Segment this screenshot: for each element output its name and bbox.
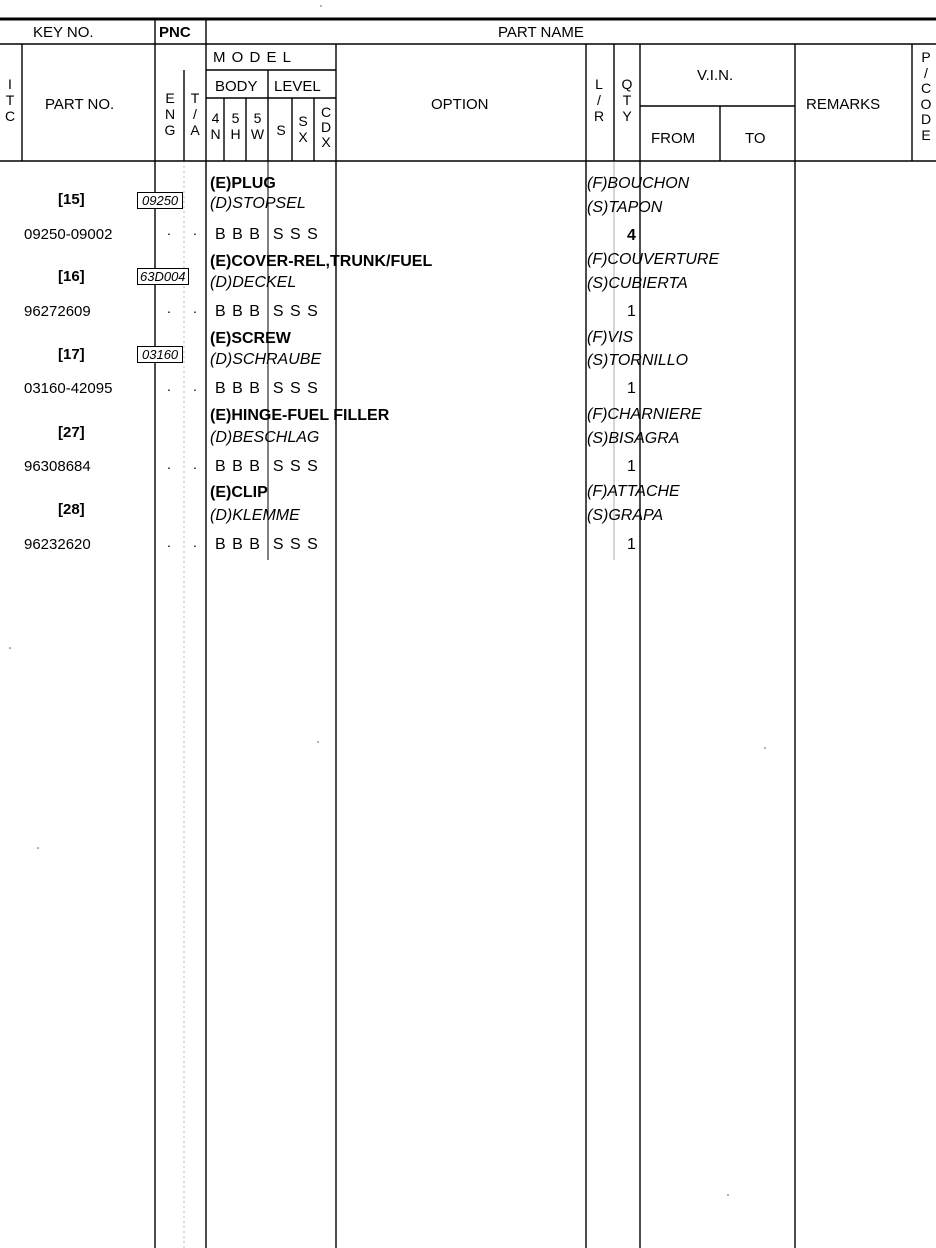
part-name-fr: (F)ATTACHE [587,483,680,500]
part-name-es: (S)GRAPA [587,507,664,524]
pnc-code: 09250 [137,192,183,209]
level-col-sx: S X [298,113,308,145]
part-name-es: (S)BISAGRA [587,430,680,447]
part-number: 03160-42095 [24,380,113,397]
body-header: BODY [215,78,258,95]
model-applicability: B B B S S S [215,536,318,553]
model-header: M O D E L [213,49,293,66]
eng-value: . [167,222,171,238]
part-name-es: (S)CUBIERTA [587,275,688,292]
vin-to-header: TO [745,130,766,147]
model-applicability: B B B S S S [215,303,318,320]
part-name-en: (E)SCREW [210,330,291,347]
vin-header: V.I.N. [697,67,734,84]
option-header: OPTION [431,96,489,113]
pnc-code: 03160 [137,346,183,363]
eng-value: . [167,378,171,394]
quantity: 1 [627,458,636,475]
ta-value: . [193,534,197,550]
part-number: 96232620 [24,536,91,553]
part-name-en: (E)CLIP [210,484,268,501]
key-number: [27] [58,424,85,441]
body-col-4n: 4 N [210,110,221,142]
key-no-header: KEY NO. [33,24,94,41]
quantity: 1 [627,303,636,320]
quantity: 1 [627,380,636,397]
part-name-es: (S)TAPON [587,199,663,216]
part-no-header: PART NO. [45,96,115,113]
part-number: 09250-09002 [24,226,113,243]
part-name-de: (D)SCHRAUBE [210,351,322,368]
part-name-fr: (F)BOUCHON [587,175,690,192]
itc-header: I T C [4,76,16,124]
model-applicability: B B B S S S [215,380,318,397]
key-number: [15] [58,191,85,208]
vin-from-header: FROM [651,130,696,147]
part-number: 96272609 [24,303,91,320]
quantity: 1 [627,536,636,553]
part-name-header: PART NAME [498,24,584,41]
part-name-fr: (F)CHARNIERE [587,406,702,423]
qty-header: Q T Y [621,76,633,124]
eng-header: E N G [164,90,176,138]
quantity: 4 [627,227,636,244]
level-header: LEVEL [274,78,321,95]
part-name-de: (D)DECKEL [210,274,297,291]
part-name-de: (D)STOPSEL [210,195,306,212]
part-name-de: (D)KLEMME [210,507,300,524]
pnc-header: PNC [159,24,191,41]
eng-value: . [167,534,171,550]
pnc-code: 63D004 [137,268,189,285]
part-name-en: (E)PLUG [210,175,276,192]
body-col-5h: 5 H [230,110,241,142]
key-number: [28] [58,501,85,518]
ta-value: . [193,456,197,472]
eng-value: . [167,456,171,472]
part-name-en: (E)COVER-REL,TRUNK/FUEL [210,253,433,270]
ta-value: . [193,378,197,394]
part-number: 96308684 [24,458,91,475]
part-name-de: (D)BESCHLAG [210,429,320,446]
eng-value: . [167,300,171,316]
body-col-5w: 5 W [250,110,265,142]
model-applicability: B B B S S S [215,226,318,243]
part-name-fr: (F)VIS [587,329,634,346]
part-name-fr: (F)COUVERTURE [587,251,720,268]
remarks-header: REMARKS [806,96,881,113]
ta-header: T / A [190,90,200,138]
key-number: [16] [58,268,85,285]
level-col-cdx: C D X [320,104,332,150]
model-applicability: B B B S S S [215,458,318,475]
ta-value: . [193,300,197,316]
part-name-en: (E)HINGE-FUEL FILLER [210,407,390,424]
part-name-es: (S)TORNILLO [587,352,689,369]
key-number: [17] [58,346,85,363]
ta-value: . [193,222,197,238]
lr-header: L / R [593,76,605,124]
level-col-s: S [276,122,286,138]
pcode-header: P / C O D E [920,49,932,143]
